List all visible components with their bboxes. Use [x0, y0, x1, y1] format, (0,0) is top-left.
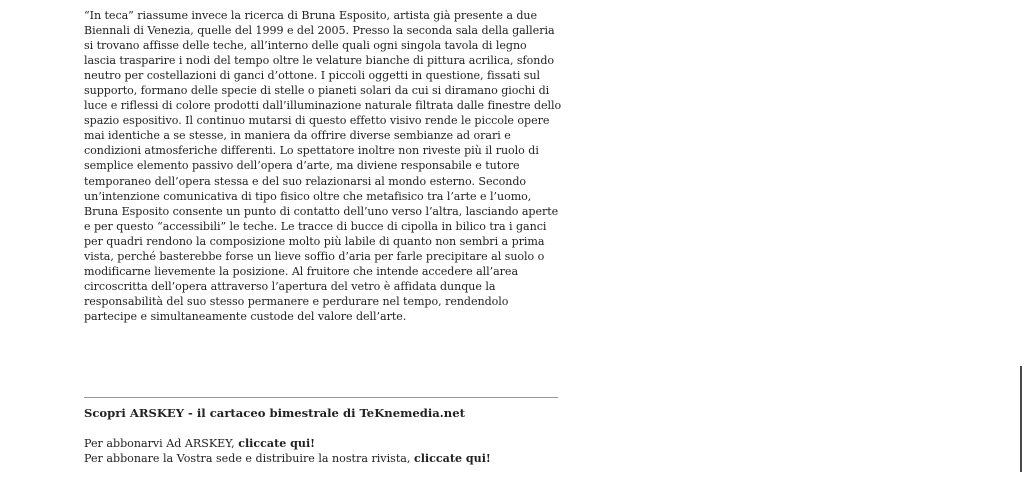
- subscribe-personal-text: Per abbonarvi Ad ARSKEY,: [84, 437, 239, 450]
- arskey-promo-title: Scopri ARSKEY - il cartaceo bimestrale di TeKnemedia.net: [84, 406, 465, 420]
- subscribe-venue-line: [84, 451, 491, 466]
- subscribe-personal-link[interactable]: cliccate qui!: [238, 437, 316, 450]
- subscribe-venue-link[interactable]: cliccate qui!: [413, 452, 491, 465]
- subscribe-block: [84, 436, 491, 466]
- article-paragraph: “In teca” riassume invece la ricerca di Bruna Esposito, artista già presente a due Biennali di Venezia, quelle del 1999 e del 2005. Presso la seconda sala della galleria si trovano affisse delle teche, all’interno delle quali ogni singola tavola di legno lascia trasparire i nodi del tempo oltre le velature bianche di pittura acrilica, sfondo neutro per costellazioni di ganci d’ottone. I piccoli oggetti in questione, fissati sul supporto, formano delle specie di stelle o pianeti solari da cui si diramano giochi di luce e riflessi di colore prodotti dall’illuminazione naturale filtrata dalle finestre dello spazio espositivo. Il continuo mutarsi di questo effetto visivo rende le piccole opere mai identiche a se stesse, in maniera da offrire diverse sembianze ad orari e condizioni atmosferiche differenti. Lo spettatore inoltre non riveste più il ruolo di semplice elemento passivo dell’opera d’arte, ma diviene responsabile e tutore temporaneo dell’opera stessa e del suo relazionarsi al mondo esterno. Secondo un’intenzione comunicativa di tipo fisico oltre che metafisico tra l’arte e l’uomo, Bruna Esposito consente un punto di contatto dell’uno verso l’altra, lasciando aperte e per questo “accessibili” le teche. Le tracce di bucce di cipolla in bilico tra i ganci per quadri rendono la composizione molto più labile di quanto non sembri a prima vista, perché basterebbe forse un lieve soffio d’aria per farle precipitare al suolo o modificarne lievemente la posizione. Al fruitore che intende accedere all’area circoscritta dell’opera attraverso l’apertura del vetro è affidata dunque la responsabilità del suo stesso permanere e perdurare nel tempo, rendendolo partecipe e simultaneamente custode del valore dell’arte.: [84, 9, 562, 323]
- subscribe-venue-text: Per abbonare la Vostra sede e distribuire la nostra rivista,: [84, 452, 414, 465]
- section-divider: [84, 397, 558, 398]
- subscribe-personal-line: [84, 436, 491, 451]
- scrollbar-thumb[interactable]: [1020, 366, 1022, 472]
